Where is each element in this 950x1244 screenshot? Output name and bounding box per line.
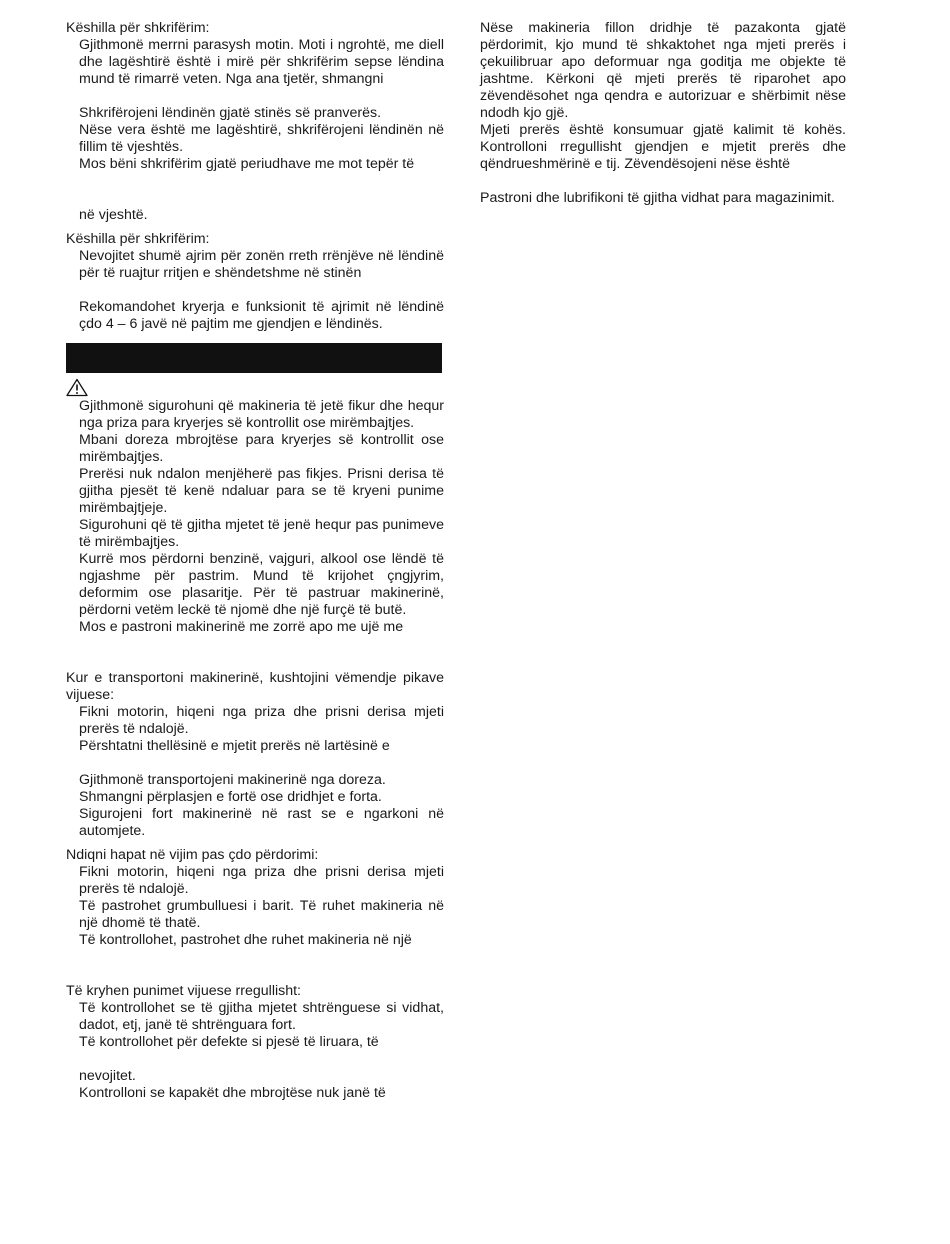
right-column: [480, 20, 846, 207]
after-use-item: Të pastrohet grumbulluesi i barit. Të ruhet makineria në një dhomë të thatë.: [79, 898, 444, 931]
after-use-intro: Ndiqni hapat në vijim pas çdo përdorimi:: [66, 847, 319, 863]
lubrication-paragraph: Pastroni dhe lubrifikoni të gjitha vidhat para magazinimit.: [480, 190, 835, 206]
pruning-tip-item: Gjithmonë merrni parasysh motin. Moti i ngrohtë, me diell dhe lagështirë është i mirë për shkrifërim sepse lëndina mund të rimarrë veten. Nga ana tjetër, shmangni: [79, 37, 444, 87]
maintenance-item: Sigurohuni që të gjitha mjetet të jenë hequr pas punimeve të mirëmbajtjes.: [79, 517, 444, 550]
pruning-tip-item: Mos bëni shkrifërim gjatë periudhave me mot tepër të: [79, 156, 415, 172]
regular-work-item: Kontrolloni se kapakët dhe mbrojtëse nuk janë të: [79, 1085, 386, 1101]
regular-work-item: nevojitet.: [79, 1068, 136, 1084]
pruning-tip-heading: Këshilla për shkrifërim:: [66, 20, 210, 36]
left-column: [66, 20, 444, 1102]
regular-work-item: Të kontrollohet për defekte si pjesë të liruara, të: [79, 1034, 379, 1050]
pruning-tip-heading: Këshilla për shkrifërim:: [66, 231, 210, 247]
maintenance-item: Kurrë mos përdorni benzinë, vajguri, alkool ose lëndë të ngjashme për pastrim. Mund të krijohet çngjyrim, deformim ose plasaritje. Për të pastruar makinerinë, përdorni vetëm leckë të njomë dhe një furçë të butë.: [79, 551, 444, 618]
pruning-tip-item: në vjeshtë.: [79, 207, 148, 223]
transport-item: Sigurojeni fort makinerinë në rast se e ngarkoni në automjete.: [79, 806, 444, 839]
after-use-item: Fikni motorin, hiqeni nga priza dhe prisni derisa mjeti prerës të ndalojë.: [79, 864, 444, 897]
regular-work-intro: Të kryhen punimet vijuese rregullisht:: [66, 983, 301, 999]
transport-item: Fikni motorin, hiqeni nga priza dhe prisni derisa mjeti prerës të ndalojë.: [79, 704, 444, 737]
transport-item: Shmangni përplasjen e fortë ose dridhjet e forta.: [79, 789, 382, 805]
pruning-tip-item: Rekomandohet kryerja e funksionit të ajrimit në lëndinë çdo 4 – 6 javë në pajtim me gjendjen e lëndinës.: [79, 299, 444, 332]
transport-item: Gjithmonë transportojeni makinerinë nga doreza.: [79, 772, 386, 788]
warning-triangle-icon: [66, 378, 444, 398]
maintenance-item: Prerësi nuk ndalon menjëherë pas fikjes. Prisni derisa të gjitha pjesët të kenë ndaluar para se të kryeni punime mirëmbajtjeje.: [79, 466, 444, 516]
cutter-wear-paragraph: Mjeti prerës është konsumuar gjatë kalimit të kohës. Kontrolloni rregullisht gjendjen e mjetit prerës dhe qëndrueshmërinë e tij. Zëvendësojeni nëse është: [480, 122, 846, 172]
maintenance-item: Mos e pastroni makinerinë me zorrë apo me ujë me: [79, 619, 404, 635]
transport-item: Përshtatni thellësinë e mjetit prerës në lartësinë e: [79, 738, 390, 754]
pruning-tip-item: Nevojitet shumë ajrim për zonën rreth rrënjëve në lëndinë për të ruajtur rritjen e shëndetshme në stinën: [79, 248, 444, 281]
transport-intro: Kur e transportoni makinerinë, kushtojini vëmendje pikave vijuese:: [66, 670, 444, 703]
section-heading-bar: [66, 343, 442, 373]
maintenance-item: Mbani doreza mbrojtëse para kryerjes së kontrollit ose mirëmbajtjes.: [79, 432, 444, 465]
regular-work-item: Të kontrollohet se të gjitha mjetet shtrënguese si vidhat, dadot, etj, janë të shtrënguara fort.: [79, 1000, 444, 1033]
pruning-tip-item: Shkrifërojeni lëndinën gjatë stinës së pranverës.: [79, 105, 382, 121]
maintenance-item: Gjithmonë sigurohuni që makineria të jetë fikur dhe hequr nga priza para kryerjes së kontrollit ose mirëmbajtjes.: [79, 398, 444, 431]
after-use-item: Të kontrollohet, pastrohet dhe ruhet makineria në një: [79, 932, 412, 948]
vibration-paragraph: Nëse makineria fillon dridhje të pazakonta gjatë përdorimit, kjo mund të shkaktohet nga mjeti prerës i çekuilibruar apo deformuar nga goditja me objekte të jashtme. Kërkoni që mjeti prerës të riparohet apo zëvendësohet nga qendra e autorizuar e shërbimit nëse ndodh kjo gjë.: [480, 20, 846, 121]
pruning-tip-item: Nëse vera është me lagështirë, shkrifërojeni lëndinën në fillim të vjeshtës.: [79, 122, 444, 155]
